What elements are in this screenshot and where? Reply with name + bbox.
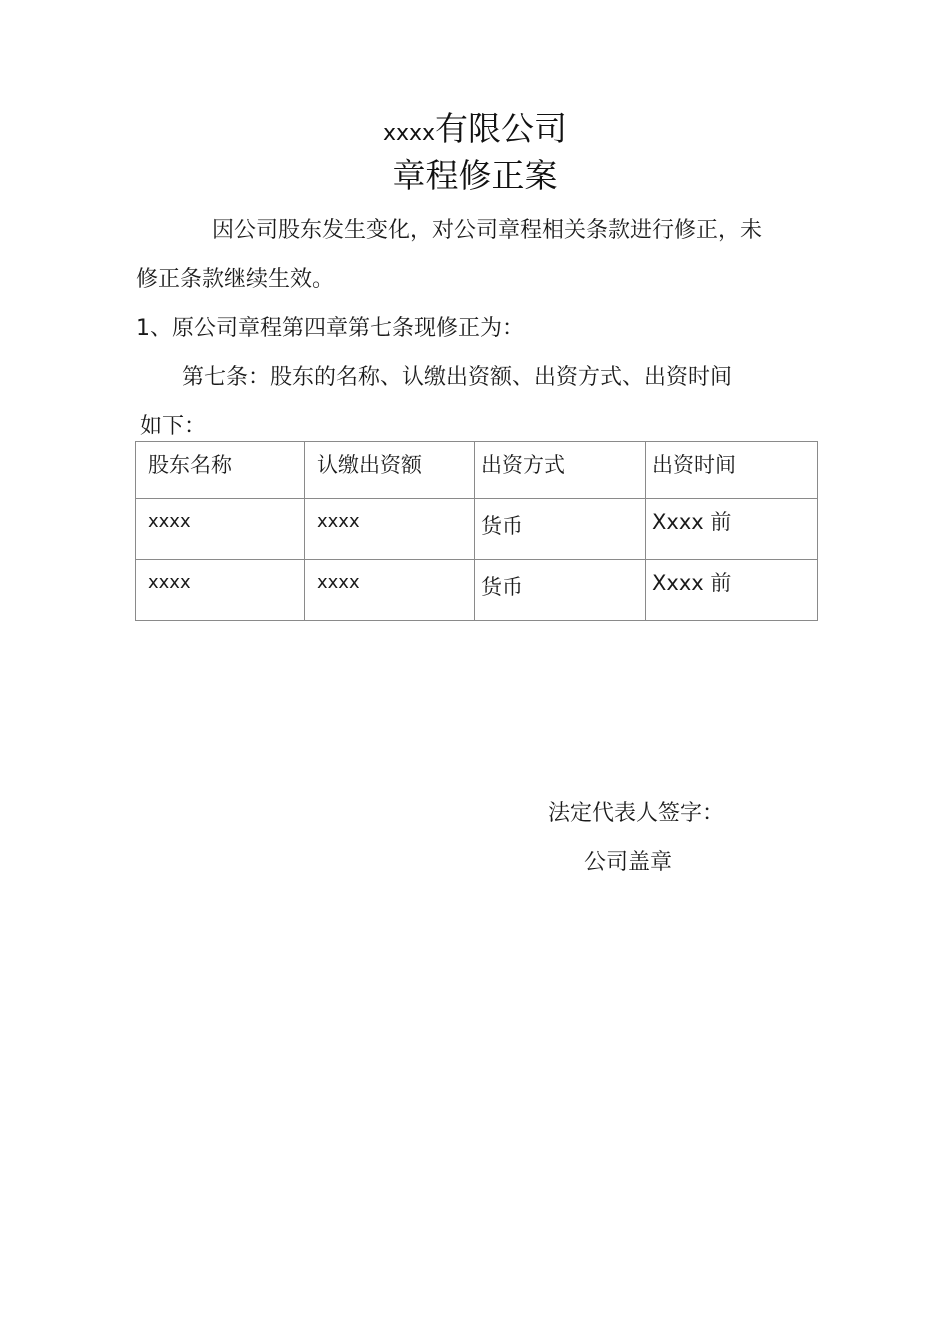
- table-row: [136, 499, 818, 560]
- amendment-item-1: 1、原公司章程第四章第七条现修正为：: [136, 316, 524, 341]
- company-name-title: [0, 108, 950, 155]
- document-subtitle: 章程修正案: [392, 156, 558, 195]
- document-title: [0, 108, 950, 197]
- intro-paragraph-line-1: 因公司股东发生变化，对公司章程相关条款进行修正，未: [212, 218, 763, 243]
- cell-contribution-method: 货币: [475, 499, 646, 560]
- cell-shareholder-name: xxxx: [136, 499, 305, 560]
- header-contribution-method: 出资方式: [475, 442, 646, 499]
- cell-contribution-time: Xxxx 前: [646, 560, 818, 621]
- header-contribution-time: 出资时间: [646, 442, 818, 499]
- table-header-row: [136, 442, 818, 499]
- cell-subscribed-capital: xxxx: [305, 499, 475, 560]
- header-subscribed-capital: 认缴出资额: [305, 442, 475, 499]
- header-shareholder-name: 股东名称: [136, 442, 305, 499]
- company-type: 有限公司: [435, 109, 568, 148]
- cell-shareholder-name: xxxx: [136, 560, 305, 621]
- cell-contribution-method: 货币: [475, 560, 646, 621]
- article-7-heading: 第七条：股东的名称、认缴出资额、出资方式、出资时间: [182, 365, 733, 390]
- cell-contribution-time: Xxxx 前: [646, 499, 818, 560]
- as-follows-label: 如下：: [140, 414, 207, 439]
- intro-paragraph-line-2: 修正条款继续生效。: [136, 267, 335, 292]
- company-name-placeholder: xxxx: [382, 121, 436, 146]
- table-row: [136, 560, 818, 621]
- cell-subscribed-capital: xxxx: [305, 560, 475, 621]
- legal-representative-signature-label: 法定代表人签字：: [548, 801, 725, 826]
- company-seal-label: 公司盖章: [584, 850, 673, 875]
- shareholder-table: [135, 441, 818, 621]
